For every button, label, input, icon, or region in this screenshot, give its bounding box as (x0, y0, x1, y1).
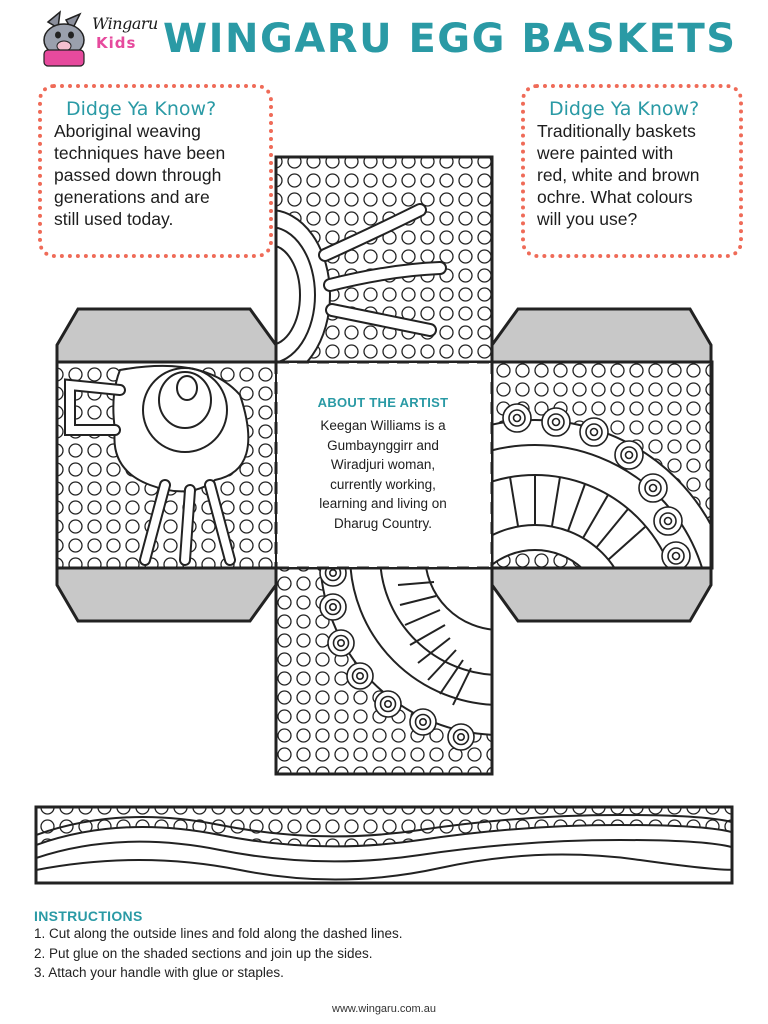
glue-tab (57, 309, 276, 362)
artist-line: Gumbaynggirr and (327, 437, 439, 453)
artist-line: learning and living on (319, 496, 447, 511)
fact-line: were painted with (537, 143, 674, 163)
fact-line: will you use? (537, 209, 638, 229)
artist-line: currently working, (330, 476, 436, 492)
instructions-title: INSTRUCTIONS (34, 908, 143, 924)
footer-url: www.wingaru.com.au (332, 1003, 436, 1015)
page-title: WINGARU EGG BASKETS (163, 16, 737, 62)
fact-line: techniques have been (54, 143, 226, 163)
glue-tab (57, 568, 276, 621)
glue-tab (492, 309, 711, 362)
fact-line: Aboriginal weaving (54, 121, 201, 141)
about-artist (277, 362, 489, 567)
handle-strip-art (36, 807, 740, 883)
fact-line: ochre. What colours (537, 187, 693, 207)
artist-line: Dharug Country. (333, 515, 433, 531)
artist-line: Wiradjuri woman, (330, 457, 436, 472)
fact-title: Didge Ya Know? (66, 98, 217, 120)
fact-line: red, white and brown (537, 165, 700, 185)
glue-tab (492, 568, 711, 621)
artist-body (277, 416, 489, 533)
logo-wordmark: Wingaru (92, 14, 158, 33)
fact-line: still used today. (54, 209, 174, 229)
fact-title: Didge Ya Know? (549, 98, 700, 120)
instruction-step: 2. Put glue on the shaded sections and join up the sides. (34, 945, 373, 961)
instructions (34, 908, 734, 983)
fact-line: passed down through (54, 165, 222, 185)
panel-left-art (57, 362, 277, 568)
fact-line: Traditionally baskets (537, 121, 696, 141)
logo-kids: Kids (96, 34, 137, 52)
instruction-step: 3. Attach your handle with glue or staples. (34, 965, 284, 980)
instruction-step: 1. Cut along the outside lines and fold along the dashed lines. (34, 926, 403, 941)
artist-line: Keegan Williams is a (320, 418, 446, 433)
artist-title: ABOUT THE ARTIST (317, 395, 449, 410)
fact-line: generations and are (54, 187, 210, 207)
